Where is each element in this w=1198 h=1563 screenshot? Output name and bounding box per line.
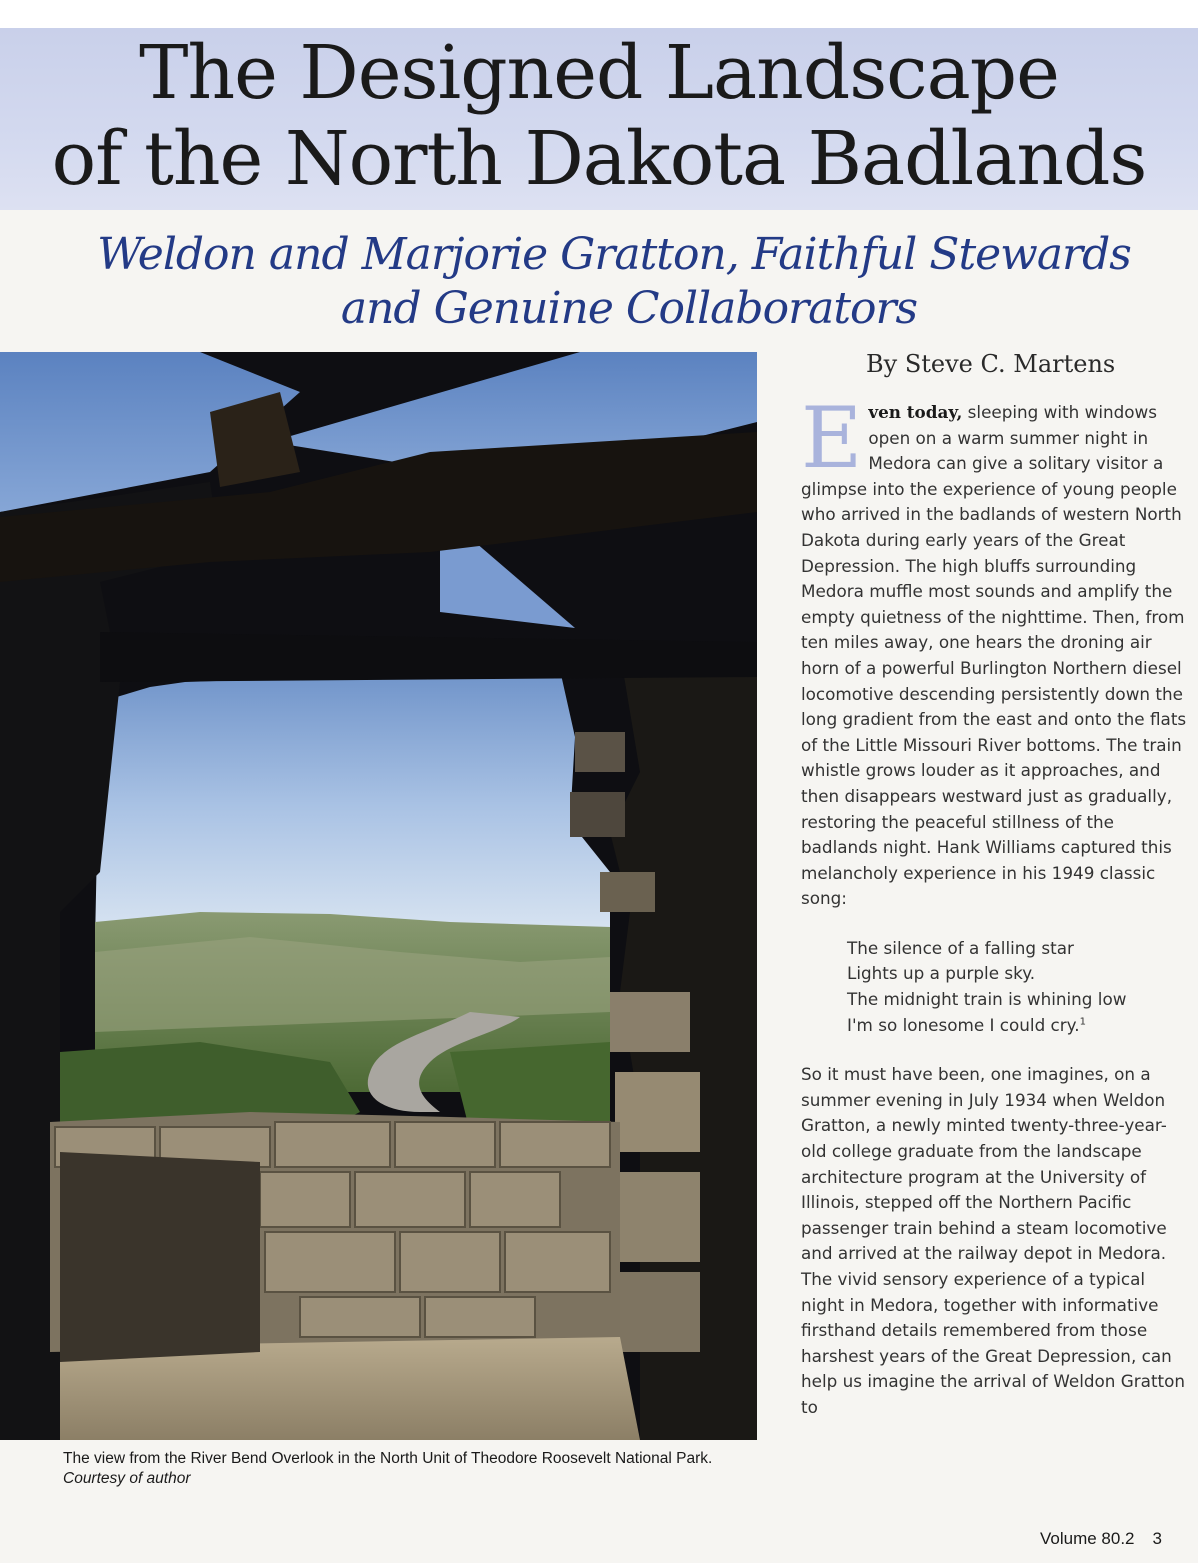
poem-line: Lights up a purple sky. [847,963,1036,984]
photo-caption [63,1449,753,1489]
title-line-2: of the North Dakota Badlands [51,116,1147,202]
poem-line [847,1013,1191,1039]
poem-line: The midnight train is whining low [847,989,1127,1010]
page-footer [1040,1529,1162,1549]
subtitle-line-2: and Genuine Collaborators [340,283,918,334]
subtitle-line-1: Weldon and Marjorie Gratton, Faithful Stewards [97,229,1131,280]
article-body [801,389,1191,1421]
article-subtitle [0,228,1198,336]
byline: By Steve C. Martens [866,350,1116,378]
lead-in: ven today, [868,402,963,422]
paragraph-1-text: sleeping with windows open on a warm summer night in Medora can give a solitary visitor a glimpse into the experience of young people who arrived in the badlands of western North Dakota during early years of the Great Depression. The high bluffs surrounding Medora muffle most sounds and amplify the empty quietness of the nighttime. Then, from ten miles away, one hears the droning air horn of a powerful Burlington Northern diesel locomotive descending persistently down the long gradient from the east and onto the flats of the Little Missouri River bottoms. The train whistle grows louder as it approaches, and then disappears westward just as gradually, restoring the peaceful stillness of the badlands night. Hank Williams captured this melancholy experience in his 1949 classic song: [801,402,1187,909]
article-title [0,30,1198,202]
footnote-marker[interactable]: 1 [1079,1016,1086,1028]
page-number: 3 [1152,1529,1162,1548]
overlook-photo [0,352,757,1440]
volume-label: Volume 80.2 [1040,1529,1135,1548]
poem-line: The silence of a falling star [847,937,1074,958]
song-quote [847,936,1191,1038]
top-margin [0,0,1198,28]
paragraph-1 [801,389,1191,912]
caption-credit: Courtesy of author [63,1470,191,1487]
poem-line-text: I'm so lonesome I could cry. [847,1014,1080,1035]
paragraph-2: So it must have been, one imagines, on a summer evening in July 1934 when Weldon Gratton, a newly minted twenty-three-year-old college graduate from the landscape architecture program at the University of Illinois, stepped off the Northern Pacific passenger train behind a steam locomotive and arrived at the railway depot in Medora. The vivid sensory experience of a typical night in Medora, together with informative firsthand details remembered from those harshest years of the Great Depression, can help us imagine the arrival of Weldon Gratton to [801,1064,1186,1417]
drop-cap: E [801,389,863,487]
caption-text: The view from the River Bend Overlook in the North Unit of Theodore Roosevelt National Park. [63,1450,713,1467]
title-line-1: The Designed Landscape [139,30,1059,116]
